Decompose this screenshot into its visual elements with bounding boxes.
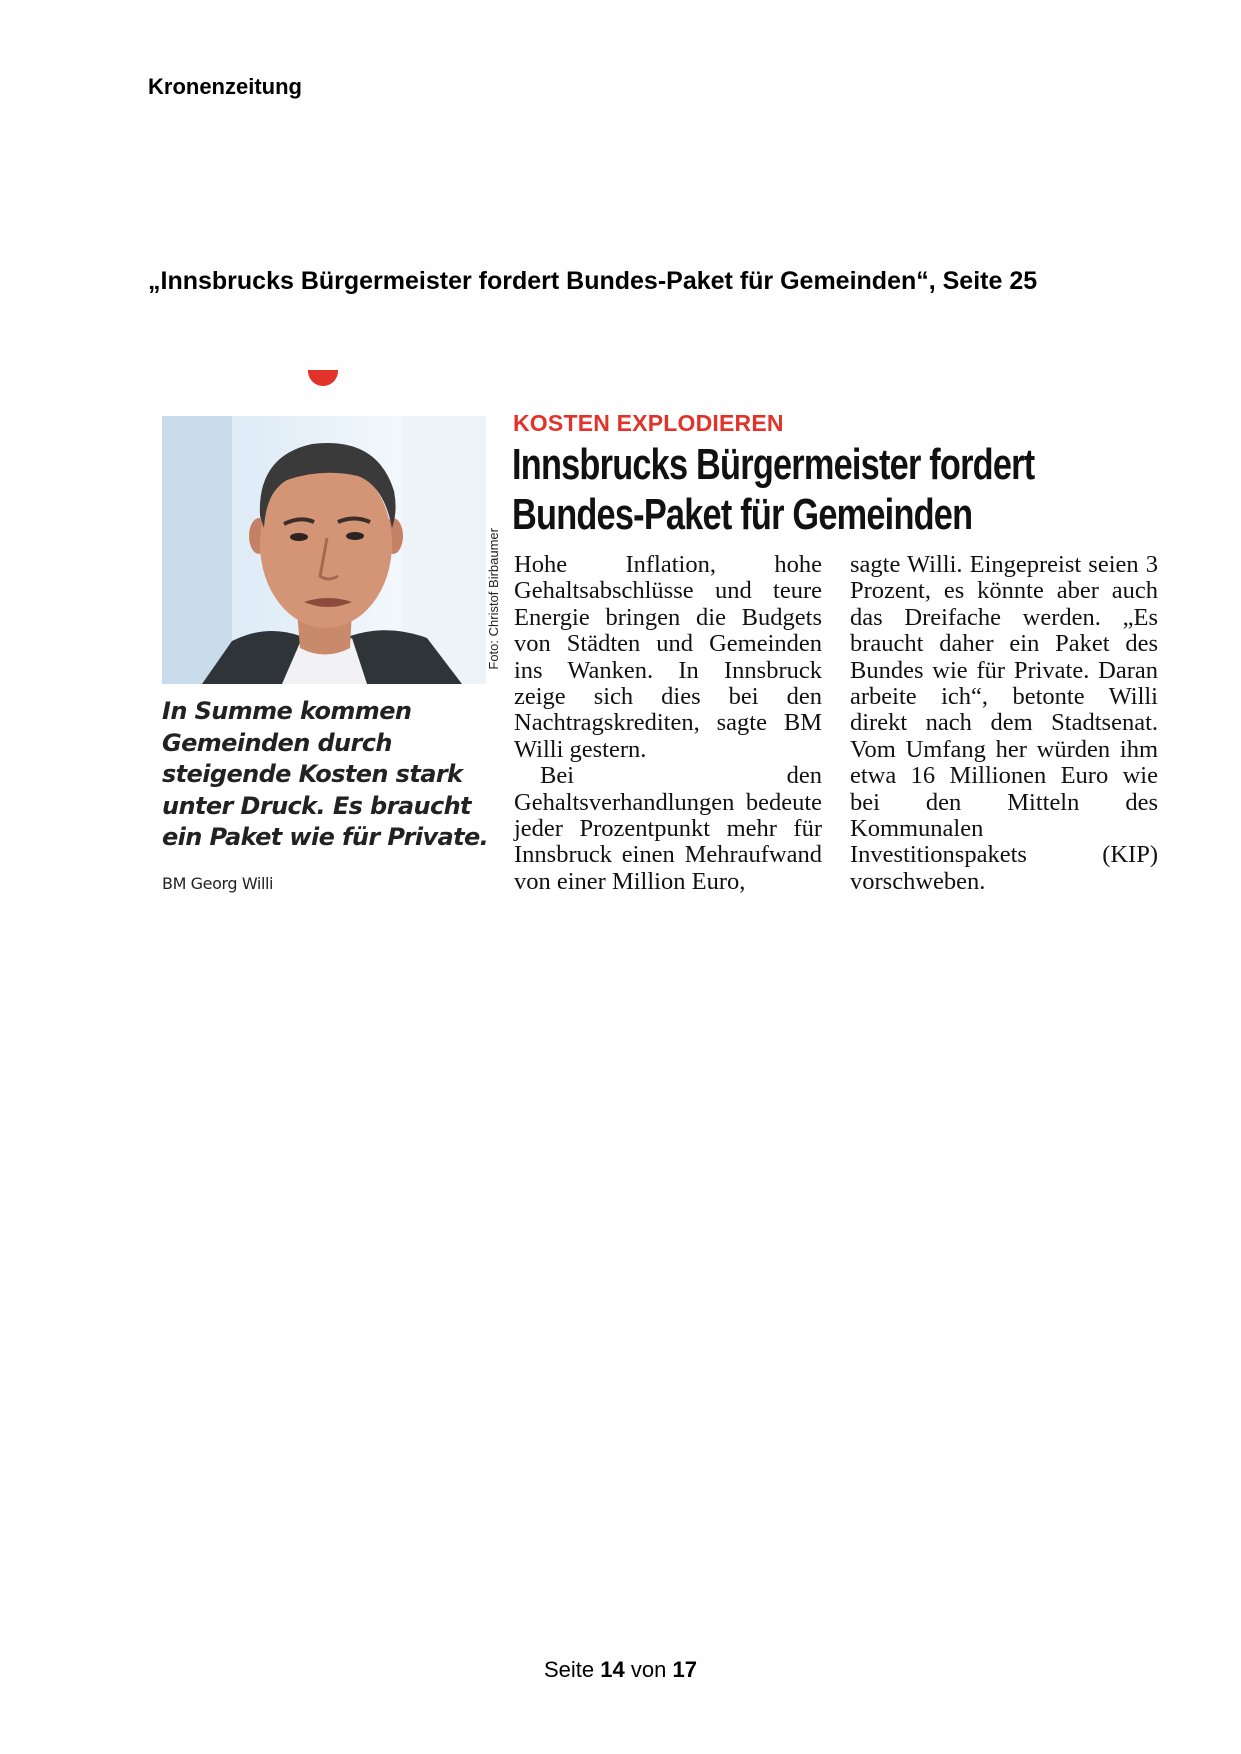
page-footer <box>0 1657 1241 1683</box>
red-tab-decoration <box>308 370 338 386</box>
article-column-right <box>850 552 1158 895</box>
paragraph-1: Hohe Inflation, hohe Gehaltsabschlüsse und teure Energie bringen die Budgets von Städten und Gemeinden ins Wanken. In Innsbruck zeige sich dies bei den Nachtragskrediten, sagte BM Willi gestern. <box>514 551 822 763</box>
footer-page-total: 17 <box>672 1657 697 1682</box>
headline-line-2: Bundes-Paket für Gemeinden <box>512 490 973 539</box>
footer-middle: von <box>630 1657 667 1682</box>
footer-prefix: Seite <box>544 1657 595 1682</box>
portrait-illustration <box>162 416 486 684</box>
paragraph-2: Bei den Gehaltsverhandlungen bedeute jeder Prozentpunkt mehr für Innsbruck einen Mehraufwand von einer Million Euro, <box>514 762 822 895</box>
pull-quote: In Summe kommen Gemeinden durch steigende Kosten stark unter Druck. Es braucht ein Paket wie für Private. <box>162 697 489 851</box>
photo-credit: Foto: Christof Birbaumer <box>486 528 501 670</box>
portrait-photo <box>162 416 486 684</box>
source-name: Kronenzeitung <box>148 74 302 99</box>
article-headline <box>512 440 1035 540</box>
footer-page-number: 14 <box>600 1657 625 1682</box>
headline-line-1: Innsbrucks Bürgermeister fordert <box>512 440 1035 489</box>
newspaper-clipping <box>160 370 1170 900</box>
article-kicker: KOSTEN EXPLODIEREN <box>513 410 784 436</box>
document-title: „Innsbrucks Bürgermeister fordert Bundes-Paket für Gemeinden“, Seite 25 <box>148 267 1038 295</box>
article-column-left <box>514 552 822 895</box>
quote-author: BM Georg Willi <box>162 874 274 893</box>
paragraph-3: sagte Willi. Eingepreist seien 3 Prozent, es könnte aber auch das Dreifache werden. „Es braucht daher ein Paket des Bundes wie für Private. Daran arbeite ich“, betonte Willi direkt nach dem Stadtsenat. Vom Umfang her würden ihm etwa 16 Millionen Euro wie bei den Mitteln des Kommunalen Investitionspakets (KIP) vorschweben. <box>850 551 1158 895</box>
